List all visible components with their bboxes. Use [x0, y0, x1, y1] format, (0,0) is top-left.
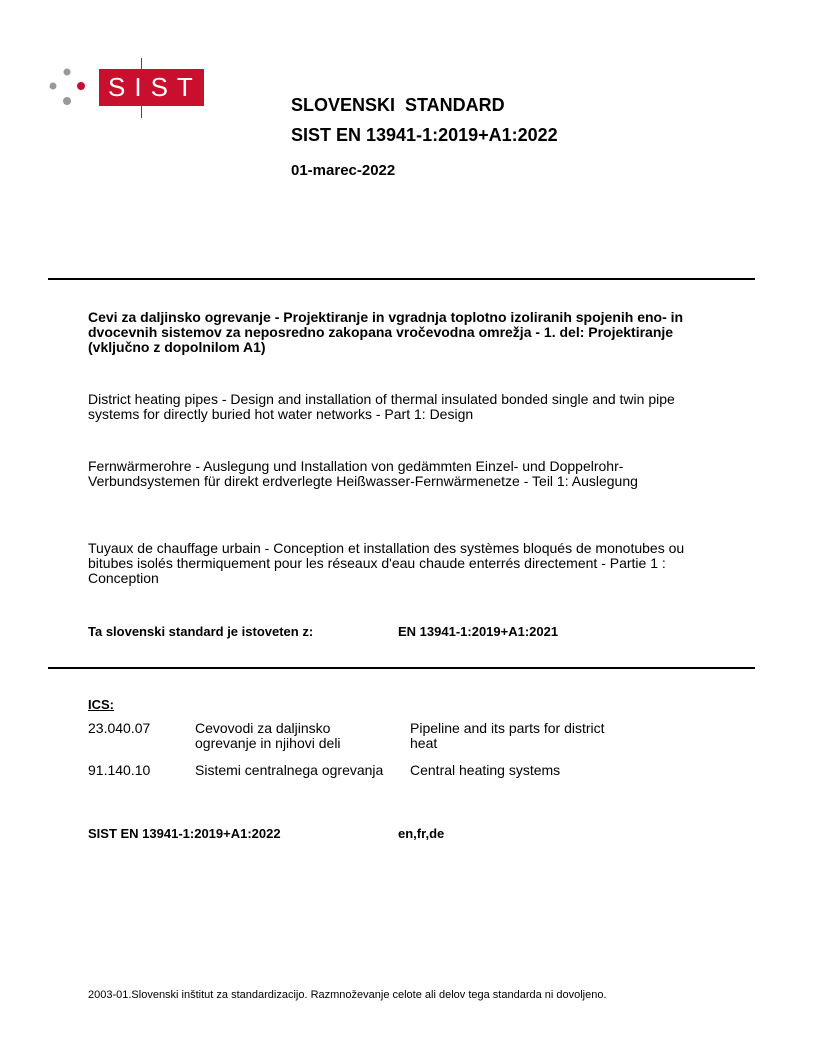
- footer-languages: en,fr,de: [398, 826, 445, 841]
- publication-date: 01-marec-2022: [291, 162, 396, 179]
- ics-row: [88, 721, 728, 753]
- standard-heading: SLOVENSKI STANDARD: [291, 95, 505, 115]
- middle-rule: [48, 667, 755, 669]
- identical-value: EN 13941-1:2019+A1:2021: [398, 624, 559, 639]
- ics-description-sl: Sistemi centralnega ogrevanja: [195, 762, 384, 778]
- copyright-notice: 2003-01.Slovenski inštitut za standardizacijo. Razmnoževanje celote ali delov tega standarda ni dovoljeno.: [88, 989, 607, 1001]
- ics-row: [88, 763, 728, 795]
- ics-description-en: Pipeline and its parts for district heat: [410, 720, 605, 751]
- title-french: Tuyaux de chauffage urbain - Conception et installation des systèmes bloqués de monotubes ou bitubes isolés thermiquement pour les réseaux d'eau chaude enterrés directement - Partie 1 : Conception: [88, 540, 685, 586]
- standard-code: SIST EN 13941-1:2019+A1:2022: [291, 125, 558, 145]
- ics-code: 23.040.07: [88, 720, 151, 736]
- ics-description-en: Central heating systems: [410, 762, 561, 778]
- footer-standard-code: SIST EN 13941-1:2019+A1:2022: [88, 826, 281, 841]
- title-slovenian: Cevi za daljinsko ogrevanje - Projektiranje in vgradnja toplotno izoliranih spojenih eno- in dvocevnih sistemov za neposredno zakopana vročevodna omrežja - 1. del: Projektiranje (vključno z dopolnilom A1): [88, 309, 684, 355]
- sist-logo-dots: [46, 66, 90, 110]
- ics-label: ICS:: [88, 697, 114, 712]
- identical-label: Ta slovenski standard je istoveten z:: [88, 624, 314, 639]
- title-german: Fernwärmerohre - Auslegung und Installation von gedämmten Einzel- und Doppelrohr-Verbundsystemen für direkt erdverlegte Heißwasser-Fernwärmenetze - Teil 1: Auslegung: [88, 458, 638, 489]
- ics-code: 91.140.10: [88, 762, 151, 778]
- ics-description-sl: Cevovodi za daljinsko ogrevanje in njihovi deli: [195, 720, 341, 751]
- title-english: District heating pipes - Design and installation of thermal insulated bonded single and twin pipe systems for directly buried hot water networks - Part 1: Design: [88, 391, 675, 422]
- sist-logo: SIST: [99, 69, 204, 106]
- top-rule: [48, 278, 755, 280]
